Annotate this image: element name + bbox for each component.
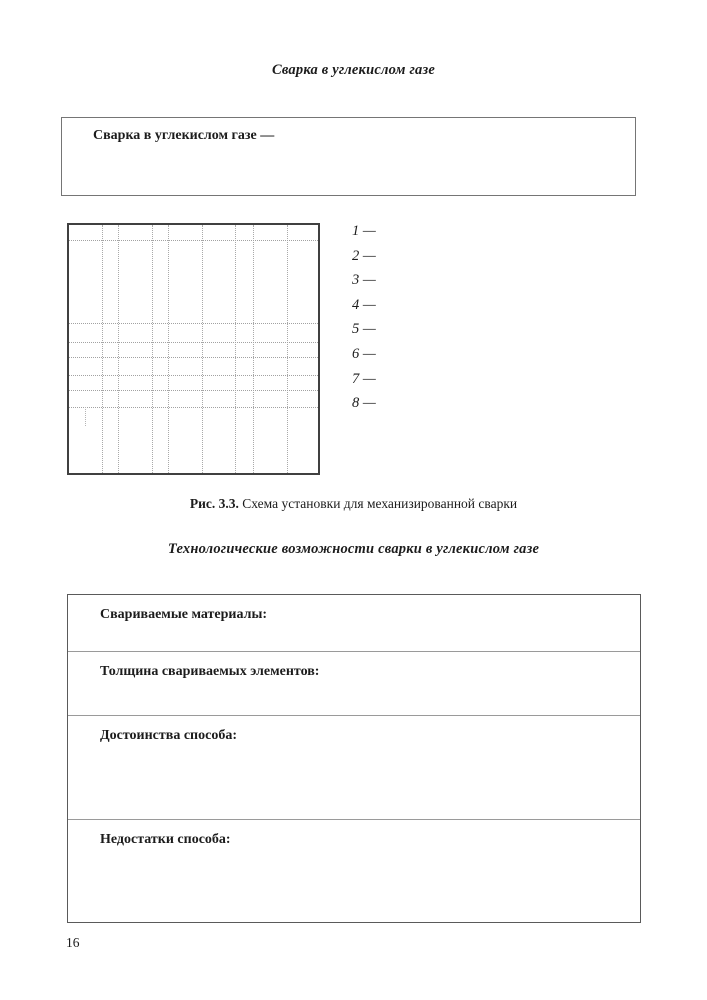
grid-horizontal-line [69,323,318,324]
grid-horizontal-line [69,390,318,391]
figure-placeholder [67,223,320,475]
grid-vertical-line [287,225,288,473]
page-number: 16 [66,935,80,950]
grid-horizontal-line [69,407,318,408]
grid-vertical-line [102,225,103,473]
legend-item-2: 2 — [352,247,376,264]
table-row-materials [68,595,640,651]
grid-horizontal-line [69,240,318,241]
figure-caption-text: Схема установки для механизированной сварки [238,496,518,511]
worksheet-table [67,594,641,923]
section-heading: Технологические возможности сварки в углекислом газе [167,541,540,557]
legend-item-8: 8 — [352,395,376,412]
grid-vertical-line [118,225,119,473]
page-title: Сварка в углекислом газе [271,62,436,78]
legend-item-5: 5 — [352,321,376,338]
legend-item-4: 4 — [352,296,376,313]
legend-item-3: 3 — [352,272,376,289]
table-row-thickness [68,651,640,715]
definition-label: Сварка в углекислом газе — [93,128,275,143]
table-row-label: Недостатки способа: [100,832,231,847]
grid-vertical-line [253,225,254,473]
grid-horizontal-line [69,375,318,376]
grid-vertical-line [202,225,203,473]
figure-caption [0,496,707,512]
figure-legend [352,219,472,416]
table-row-label: Свариваемые материалы: [100,607,268,622]
figure-caption-number: Рис. 3.3. [189,496,239,511]
legend-item-7: 7 — [352,370,376,387]
table-row-label: Толщина свариваемых элементов: [100,664,320,679]
definition-box [61,117,636,196]
legend-item-1: 1 — [352,223,376,239]
dot-grid [69,225,318,473]
legend-item-6: 6 — [352,345,376,362]
grid-horizontal-line [69,342,318,343]
table-row-advantages [68,715,640,819]
grid-vertical-line [152,225,153,473]
grid-vertical-line [168,225,169,473]
table-row-label: Достоинства способа: [100,728,237,743]
table-row-disadvantages [68,819,640,922]
grid-vertical-line [235,225,236,473]
grid-short-segment [85,407,86,426]
grid-horizontal-line [69,357,318,358]
